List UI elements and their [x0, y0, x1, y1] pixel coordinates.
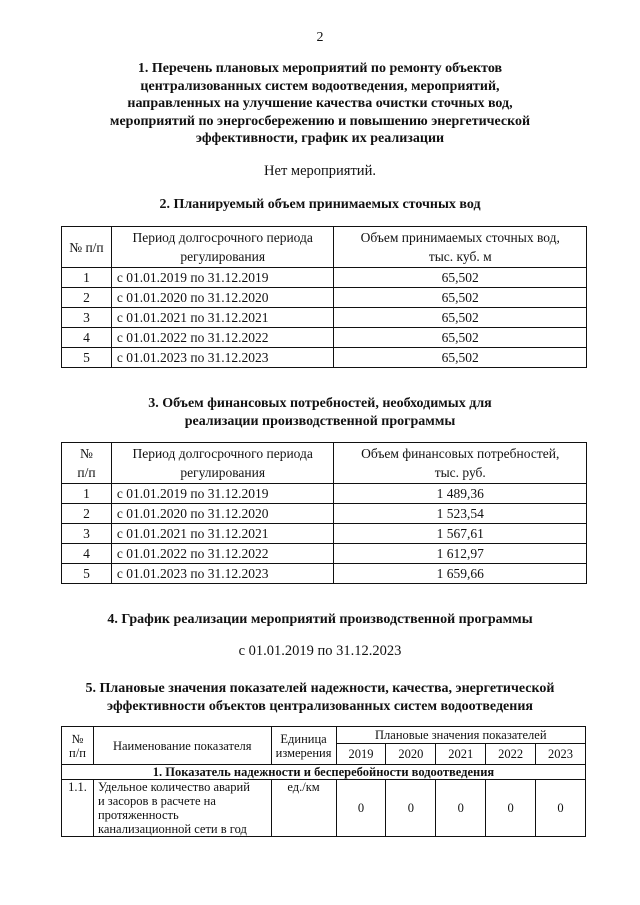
section-5-title — [40, 680, 600, 715]
row-period: с 01.01.2023 по 31.12.2023 — [111, 348, 334, 368]
row-period: с 01.01.2023 по 31.12.2023 — [111, 564, 334, 584]
table-row — [62, 348, 587, 368]
col-header-year: 2022 — [486, 744, 536, 765]
section-5-title-line: эффективности объектов централизованных систем водоотведения — [107, 698, 533, 714]
row-indicator-name-line: канализационной сети в год — [97, 822, 247, 836]
section-1-note: Нет мероприятий. — [264, 163, 376, 179]
table-row — [62, 268, 587, 288]
section-3-table — [61, 442, 587, 584]
table-header-row — [62, 227, 587, 268]
row-value: 1 489,36 — [334, 484, 587, 504]
row-num: 2 — [62, 504, 112, 524]
table-row — [62, 544, 587, 564]
row-indicator-name-line: и засоров в расчете на — [97, 794, 216, 808]
section-1-title-line: мероприятий по энергосбережению и повышению энергетической — [109, 113, 531, 129]
table-row — [62, 308, 587, 328]
section-3-title-line: 3. Объем финансовых потребностей, необходимых для — [148, 396, 492, 411]
col-header-year: 2021 — [436, 744, 486, 765]
row-value: 65,502 — [334, 288, 587, 308]
table-row — [62, 524, 587, 544]
row-period: с 01.01.2021 по 31.12.2021 — [111, 308, 334, 328]
row-value: 65,502 — [334, 348, 587, 368]
col-header-num — [62, 443, 112, 484]
col-header-num: № п/п — [62, 227, 112, 268]
col-header-finance-line: Объем финансовых потребностей, — [361, 446, 560, 461]
section-4-title: 4. График реализации мероприятий производственной программы — [107, 612, 533, 627]
table-header-row — [62, 443, 587, 484]
row-year-value: 0 — [336, 780, 386, 837]
row-indicator-name-line: протяженность — [97, 808, 179, 822]
col-header-name: Наименование показателя — [93, 727, 271, 765]
col-header-period — [111, 227, 334, 268]
row-indicator-name-line: Удельное количество аварий — [97, 780, 250, 794]
col-header-volume — [334, 227, 587, 268]
row-year-value: 0 — [386, 780, 436, 837]
row-unit: ед./км — [271, 780, 336, 837]
section-5-title-line: 5. Плановые значения показателей надежности, качества, энергетической — [85, 681, 555, 696]
col-header-period-line: Период долгосрочного периода — [132, 230, 313, 245]
col-header-planned: Плановые значения показателей — [336, 727, 585, 744]
col-header-num-line: п/п — [69, 745, 86, 760]
row-period: с 01.01.2019 по 31.12.2019 — [111, 484, 334, 504]
col-header-finance-line: тыс. руб. — [434, 465, 486, 480]
section-2-title: 2. Планируемый объем принимаемых сточных вод — [159, 197, 481, 212]
row-num: 5 — [62, 564, 112, 584]
row-period: с 01.01.2020 по 31.12.2020 — [111, 288, 334, 308]
section-1-title-line: 1. Перечень плановых мероприятий по ремонту объектов — [137, 61, 503, 76]
group-title: 1. Показатель надежности и бесперебойности водоотведения — [62, 765, 586, 780]
col-header-num — [62, 727, 94, 765]
section-1-title-line: централизованных систем водоотведения, мероприятий, — [140, 78, 500, 94]
col-header-volume-line: тыс. куб. м — [428, 249, 492, 264]
section-4-period: с 01.01.2019 по 31.12.2023 — [238, 643, 402, 659]
section-1-title — [80, 60, 560, 148]
row-value: 1 567,61 — [334, 524, 587, 544]
table-row — [62, 484, 587, 504]
row-num: 1.1. — [62, 780, 94, 837]
row-num: 3 — [62, 308, 112, 328]
row-num: 2 — [62, 288, 112, 308]
section-1-title-line: направленных на улучшение качества очистки сточных вод, — [127, 96, 513, 111]
section-5-table — [61, 726, 586, 837]
col-header-period-line: регулирования — [180, 465, 266, 480]
section-3-title-line: реализации производственной программы — [184, 413, 456, 429]
row-period: с 01.01.2022 по 31.12.2022 — [111, 328, 334, 348]
col-header-year: 2023 — [536, 744, 586, 765]
row-period: с 01.01.2019 по 31.12.2019 — [111, 268, 334, 288]
row-num: 1 — [62, 268, 112, 288]
col-header-period — [111, 443, 334, 484]
table-row — [62, 328, 587, 348]
col-header-year: 2019 — [336, 744, 386, 765]
row-value: 65,502 — [334, 268, 587, 288]
section-1-title-line: эффективности, график их реализации — [195, 131, 445, 146]
table-header-row — [62, 727, 586, 744]
section-2-table — [61, 226, 587, 368]
row-period: с 01.01.2021 по 31.12.2021 — [111, 524, 334, 544]
row-year-value: 0 — [536, 780, 586, 837]
row-period: с 01.01.2020 по 31.12.2020 — [111, 504, 334, 524]
row-num: 4 — [62, 328, 112, 348]
col-header-period-line: регулирования — [180, 249, 266, 264]
col-header-num-line: п/п — [77, 465, 96, 480]
row-num: 1 — [62, 484, 112, 504]
col-header-volume-line: Объем принимаемых сточных вод, — [360, 230, 560, 245]
row-period: с 01.01.2022 по 31.12.2022 — [111, 544, 334, 564]
section-3-title — [80, 395, 560, 430]
col-header-unit-line: Единица — [280, 731, 327, 746]
table-row — [62, 780, 586, 837]
row-indicator-name — [93, 780, 271, 837]
row-value: 1 523,54 — [334, 504, 587, 524]
col-header-num-line: № — [80, 446, 93, 461]
col-header-finance — [334, 443, 587, 484]
row-num: 4 — [62, 544, 112, 564]
table-row — [62, 288, 587, 308]
row-year-value: 0 — [486, 780, 536, 837]
row-value: 65,502 — [334, 308, 587, 328]
page-number: 2 — [316, 30, 324, 45]
col-header-unit-line: измерения — [275, 745, 332, 760]
row-year-value: 0 — [436, 780, 486, 837]
col-header-num-line: № — [71, 731, 84, 746]
row-num: 5 — [62, 348, 112, 368]
row-value: 1 612,97 — [334, 544, 587, 564]
table-row — [62, 564, 587, 584]
col-header-unit — [271, 727, 336, 765]
row-value: 1 659,66 — [334, 564, 587, 584]
table-group-row — [62, 765, 586, 780]
table-row — [62, 504, 587, 524]
row-value: 65,502 — [334, 328, 587, 348]
col-header-period-line: Период долгосрочного периода — [132, 446, 313, 461]
col-header-year: 2020 — [386, 744, 436, 765]
row-num: 3 — [62, 524, 112, 544]
